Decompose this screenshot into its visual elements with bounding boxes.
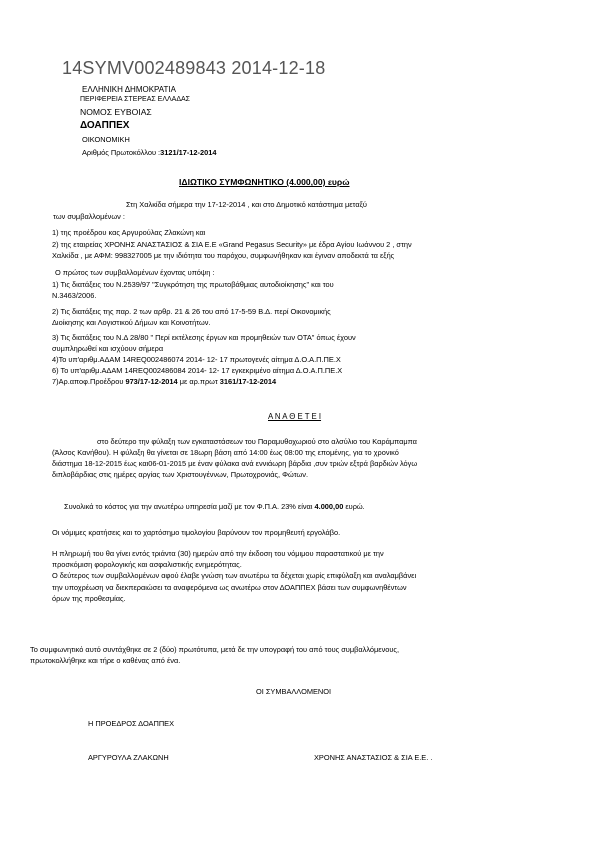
cost-prefix: Συνολικά το κόστος για την ανωτέρω υπηρεσία μαζί με τον Φ.Π.Α. 23% είναι <box>64 502 315 511</box>
intro-line-2: των συμβαλλομένων : <box>53 212 125 221</box>
party-2-line-1: 2) της εταιρείας ΧΡΟΝΗΣ ΑΝΑΣΤΑΣΙΟΣ & ΣΙΑ Ε.Ε «Grand Pegasus Security» με έδρα Αγίου Ιωάννου 2 , στην <box>52 240 412 249</box>
assignment-line-2: (Άλσος Κανήθου). Η φύλαξη θα γίνεται σε 18ωρη βάση από 14:00 έως 08:00 της επομένης, για το χρονικό <box>52 448 399 457</box>
consideration-item: 4)Το υπ'αριθμ.ΑΔΑΜ 14REQ002486074 2014- 12- 17 πρωτογενές αίτημα Δ.Ο.Α.Π.ΠΕ.Χ <box>52 355 341 364</box>
cost-suffix: ευρώ. <box>343 502 365 511</box>
cost-amount: 4.000,00 <box>314 502 344 511</box>
payment-line-2: προσκόμιση φορολογικής και ασφαλιστικής ενημερότητας. <box>52 560 242 569</box>
ada-code: 14SYMV002489843 2014-12-18 <box>62 58 326 78</box>
header-department: ΟΙΚΟΝΟΜΙΚΗ <box>82 135 130 144</box>
payment-line-5: όρων της προθεσμίας. <box>52 594 126 603</box>
deductions-paragraph: Οι νόμιμες κρατήσεις και το χαρτόσημο τιμολογίου βαρύνουν τον προμηθευτή εργολάβο. <box>52 528 341 537</box>
party-1: 1) της προέδρου κας Αργυρούλας Ζλακώνη και <box>52 228 206 237</box>
item7-mid: με αρ.πρωτ <box>177 377 220 386</box>
consideration-item: συμπληρωθεί και ισχύουν σήμερα <box>52 344 164 353</box>
payment-line-4: την υποχρέωση να διεκπεραιώσει τα αναφερόμενα ως ανωτέρω στον ΔΟΑΠΠΕΧ βάσει των συμφωνηθέντων <box>52 583 407 592</box>
payment-line-3: Ο δεύτερος των συμβαλλομένων αφού έλαβε γνώση των ανωτέρω τα δέχεται χωρίς επιφύλαξη και αναλαμβάνει <box>52 571 417 580</box>
signature-name-left: ΑΡΓΥΡΟΥΛΑ ΖΛΑΚΩΝΗ <box>88 753 169 762</box>
signature-role-left: Η ΠΡΟΕΔΡΟΣ ΔΟΑΠΠΕΧ <box>88 719 175 728</box>
header-prefecture: ΝΟΜΟΣ ΕΥΒΟΙΑΣ <box>80 107 152 117</box>
protocol-value: 3121/17-12-2014 <box>160 148 217 157</box>
header-region: ΠΕΡΙΦΕΡΕΙΑ ΣΤΕΡΕΑΣ ΕΛΛΑΔΑΣ <box>80 96 191 103</box>
closing-line-2: πρωτοκολλήθηκε και τήρε ο καθένας από ένα. <box>30 656 181 665</box>
payment-line-1: Η πληρωμή του θα γίνει εντός τριάντα (30) ημερών από την έκδοση του νόμιμου παραστατικού με την <box>52 549 384 558</box>
consideration-item: 6) Το υπ'αριθμ.ΑΔΑΜ 14REQ002486084 2014- 12- 17 εγκεκριμένο αίτημα Δ.Ο.Α.Π.ΠΕ.Χ <box>52 366 343 375</box>
assignment-line-1: στο δεύτερο την φύλαξη των εγκαταστάσεων του Παραμυθοχωριού στο αλσύλιο του Καράμπαμπα <box>97 437 417 446</box>
header-org: ΔΟΑΠΠΕΧ <box>80 120 130 131</box>
intro-line-1: Στη Χαλκίδα σήμερα την 17-12-2014 , και στο Δημοτικό κατάστημα μεταξύ <box>126 200 367 209</box>
consideration-item: 1) Τις διατάξεις του Ν.2539/97 "Συγκρότηση της πρωτοβάθμιας αυτοδιοίκησης" και του <box>52 280 334 289</box>
document-title: ΙΔΙΩΤΙΚΟ ΣΥΜΦΩΝΗΤΙΚΟ (4.000,00) ευρώ <box>179 177 350 187</box>
item7-prefix: 7)Αρ.αποφ.Προέδρου <box>52 377 126 386</box>
signature-name-right: ΧΡΟΝΗΣ ΑΝΑΣΤΑΣΙΟΣ & ΣΙΑ Ε.Ε. . <box>314 753 433 762</box>
item7-protocol: 3161/17-12-2014 <box>219 377 277 386</box>
consideration-item: Διοίκησης και Λογιστικού Δήμων και Κοινοτήτων. <box>52 318 211 327</box>
consideration-item: 3) Τις διατάξεις του Ν.Δ 28/80 " Περί εκτέλεσης έργων και προμηθειών των ΟΤΑ" όπως έχουν <box>52 333 356 342</box>
header-protocol <box>82 148 216 157</box>
considerations-lead: Ο πρώτος των συμβαλλομένων έχοντας υπόψη : <box>55 268 215 277</box>
assignment-line-4: διπλοβάρδιας στις ημέρες αργίας των Χριστουγέννων, Πρωτοχρονιάς, Φώτων. <box>52 470 309 479</box>
closing-line-1: Το συμφωνητικό αυτό συντάχθηκε σε 2 (δύο) πρωτότυπα, μετά δε την υπογραφή του από τους συμβαλλόμενους, <box>30 645 400 654</box>
consideration-item-7 <box>52 377 276 386</box>
consideration-item: Ν.3463/2006. <box>52 291 97 300</box>
item7-decision: 973/17-12-2014 <box>125 377 178 386</box>
cost-line <box>64 502 365 511</box>
header-republic: ΕΛΛΗΝΙΚΗ ΔΗΜΟΚΡΑΤΙΑ <box>82 85 176 94</box>
consideration-item: 2) Τις διατάξεις της παρ. 2 των αρθρ. 21 & 26 του από 17-5-59 Β.Δ. περί Οικονομικής <box>52 307 331 316</box>
party-2-line-2: Χαλκίδα , με ΑΦΜ: 998327005 με την ιδιότητα του παρόχου, συμφωνήθηκαν και έγιναν αποδεκτά τα εξής <box>52 251 395 260</box>
assigns-heading: Α Ν Α Θ Ε Τ Ε Ι <box>268 412 322 421</box>
signatures-heading: ΟΙ ΣΥΜΒΑΛΛΟΜΕΝΟΙ <box>256 687 332 696</box>
assignment-line-3: διάστημα 18-12-2015 έως και06-01-2015 με έναν φύλακα ανά εννιάωρη βάρδια ,συν τριών εξτρά βαρδιών λόγω <box>52 459 418 468</box>
protocol-label: Αριθμός Πρωτοκόλλου : <box>82 148 161 157</box>
